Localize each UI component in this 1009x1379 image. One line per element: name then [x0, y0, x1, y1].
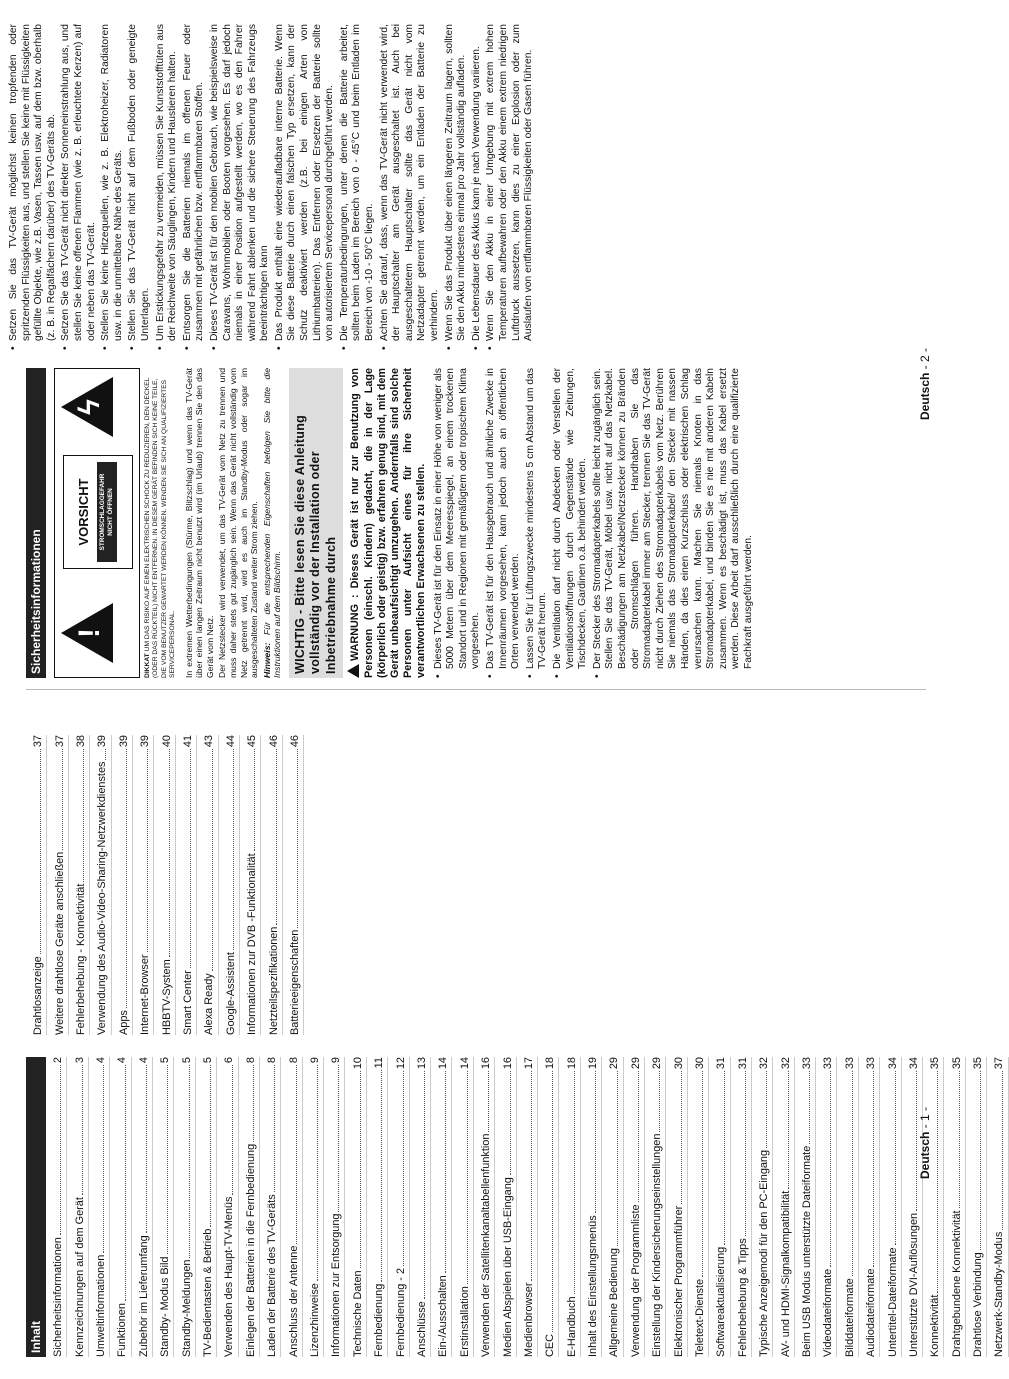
toc-entry-page: 39: [96, 735, 109, 748]
toc-entry-page: 18: [544, 1057, 557, 1070]
caution-notice: DIKKAT UM DAS RISIKO AUF EINEN ELEKTRISCHEN SCHOCK ZU REDUZIEREN, DEN DECKEL (ODER DAS RÜCKTEIL) NICHT ENTFERNEN. IN DIESEM GERÄT BEFINDEN SICH KEINE TEILE, DIE VOM BENUTZER GEWARTET WERDEN KÖNNEN. WENDEN SIE SICH AN QUALIFIZIERTES SERVICEPERSONAL.: [144, 377, 177, 678]
toc-entry-title: Sicherheitsinformationen: [52, 1237, 65, 1357]
toc-entry-title: HBBTV-System: [160, 959, 173, 1035]
toc-leader: [403, 1071, 404, 1266]
toc-entry-page: 33: [800, 1057, 813, 1070]
toc-entry-title: Drahtgebundene Konnektivität: [950, 1210, 963, 1357]
toc-entry[interactable]: [138, 1057, 153, 1357]
toc-leader: [638, 1071, 639, 1202]
safety-bullet: • Setzen Sie das TV-Gerät nicht direkter Sonneneinstrahlung aus, und stellen Sie keine offenen Flammen (wie z. B. erleuchtete Kerzen) auf oder neben das TV-Gerät.: [60, 24, 98, 350]
toc-entry-page: 33: [822, 1057, 835, 1070]
toc-entry[interactable]: [780, 1057, 795, 1357]
toc-leader: [189, 1065, 190, 1257]
toc-entry-title: Beim USB Modus unterstützte Dateiformate: [800, 1145, 813, 1357]
toc-entry-page: 39: [139, 735, 152, 748]
toc-leader: [190, 749, 191, 968]
toc-entry-page: 12: [394, 1057, 407, 1070]
toc-entry-title: Ein-/Ausschalten: [437, 1275, 450, 1357]
toc-entry-page: 19: [587, 1057, 600, 1070]
toc-entry-page: 10: [351, 1057, 364, 1070]
toc-leader: [617, 1071, 618, 1246]
toc-entry[interactable]: [844, 1057, 859, 1357]
toc-entry-title: Softwareaktualisierung: [715, 1246, 728, 1357]
toc-entry-title: Informationen zur DVB -Funktionalität: [246, 853, 259, 1035]
page-safety: [0, 0, 950, 690]
toc-entry-page: 31: [715, 1057, 728, 1070]
toc-entry[interactable]: [651, 1057, 666, 1357]
safety-bullet: • Um Erstickungsgefahr zu vermeiden, müssen Sie Kunststofftüten aus der Reichweite von Säuglingen, Kindern und Haustieren halten.: [155, 24, 180, 350]
toc-leader: [276, 749, 277, 925]
safety-bullet: • Wenn Sie das Produkt über einen längeren Zeitraum lagern, sollten Sie den Akku mindestens einmal pro Jahr vollständig aufladen.: [444, 24, 469, 350]
lightning-triangle-icon: ϟ: [61, 377, 113, 437]
toc-entry-page: 16: [480, 1057, 493, 1070]
toc-entry-title: Google-Assistent: [224, 952, 237, 1035]
toc-entry-title: Videodateiformate: [822, 1268, 835, 1357]
toc-entry-page: 40: [160, 735, 173, 748]
toc-leader: [766, 1071, 767, 1148]
toc-entry-page: 14: [458, 1057, 471, 1070]
toc-entry[interactable]: [951, 1057, 966, 1357]
toc-leader: [296, 1065, 297, 1244]
toc-entry[interactable]: [437, 1057, 452, 1357]
toc-leader: [254, 749, 255, 851]
toc-entry-page: 33: [843, 1057, 856, 1070]
toc-entry-title: Standby- Modus Bild: [159, 1256, 172, 1357]
toc-entry[interactable]: [182, 735, 197, 1035]
toc-leader: [488, 1071, 489, 1131]
toc-entry-page: 44: [224, 735, 237, 748]
toc-entry[interactable]: [993, 1057, 1008, 1357]
toc-entry-page: 4: [137, 1057, 150, 1064]
toc-entry-page: 8: [287, 1057, 300, 1064]
toc-entry-title: Verwenden des Haupt-TV-Menüs: [223, 1196, 236, 1357]
toc-entry-title: Drahtlosanzeige: [32, 956, 45, 1035]
safety-column-2: [8, 24, 908, 350]
hint-paragraph: Hinweis: Für die entsprechenden Eigenschaften befolgen Sie bitte die Instruktionen auf dem Bildschirm.: [261, 368, 283, 678]
toc-entry-page: 29: [629, 1057, 642, 1070]
toc-entry-title: Netzteilspezifikationen: [267, 926, 280, 1035]
toc-entry-title: Verwendung des Audio-Video-Sharing-Netzwerkdienstes: [96, 761, 109, 1035]
toc-entry-page: 38: [75, 735, 88, 748]
toc-entry[interactable]: [801, 1057, 816, 1357]
toc-leader: [253, 1065, 254, 1142]
toc-entry[interactable]: [544, 1057, 559, 1357]
toc-entry-page: 32: [758, 1057, 771, 1070]
toc-entry-page: 35: [950, 1057, 963, 1070]
toc-entry-page: 30: [672, 1057, 685, 1070]
toc-leader: [274, 1065, 275, 1192]
toc-leader: [62, 749, 63, 850]
toc-entry[interactable]: [502, 1057, 517, 1357]
safety-bullets: [8, 24, 536, 350]
toc-entry-title: Fehlerbehebung & Tipps: [736, 1238, 749, 1357]
safety-bullet: • Die Temperaturbedingungen, unter denen die Batterie arbeitet, sollten beim Laden im Bereich von 0 - 45°C und beim Entladen im Bereich von -10 - 50°C liegen.: [339, 24, 377, 350]
toc-entry-title: Medienbrowser: [522, 1282, 535, 1357]
page-footer: [918, 348, 932, 420]
exclamation-triangle-icon: !: [61, 603, 113, 663]
toc-entry-title: TV-Bedientasten & Betrieb: [202, 1228, 215, 1357]
footer-page-number: - 2 -: [918, 347, 932, 373]
page-footer: [918, 1107, 932, 1179]
toc-leader: [724, 1071, 725, 1245]
toc-leader: [126, 749, 127, 1008]
toc-entry-page: 41: [182, 735, 195, 748]
toc-entry[interactable]: [223, 1057, 238, 1357]
safety-bullet: • Achten Sie darauf, dass, wenn das TV-Gerät nicht verwendet wird, der Hauptschalter am Gerät ausgeschaltet ist. Auch bei ausgeschaltetem Hauptschalter sollte das Gerät nicht vom Netzadapter getrennt werden, um ein Entladen der Batterie zu verhindern.: [379, 24, 442, 350]
toc-entry-page: 8: [244, 1057, 257, 1064]
toc-entry-page: 34: [886, 1057, 899, 1070]
toc-leader: [852, 1071, 853, 1276]
toc-leader: [745, 1071, 746, 1236]
toc-leader: [360, 1071, 361, 1268]
toc-entry-page: 46: [267, 735, 280, 748]
toc-entry-page: 16: [501, 1057, 514, 1070]
toc-entry-title: Zubehör im Lieferumfang: [137, 1235, 150, 1357]
toc-entry[interactable]: [694, 1057, 709, 1357]
toc-leader: [895, 1071, 896, 1245]
toc-entry[interactable]: [972, 1057, 987, 1357]
toc-entry[interactable]: [181, 1057, 196, 1357]
safety-bullet: • Wenn Sie den Akku in einer Umgebung mit extrem hohen Temperaturen aufbewahren oder den Akku einem extrem niedrigen Luftdruck aussetzen, kann dies zu einer Explosion oder zum Auslaufen von entflammbaren Flüssigkeiten oder Gasen führen.: [485, 24, 535, 350]
toc-entry-title: Umweltinformationen: [95, 1254, 108, 1357]
toc-entry-page: 5: [180, 1057, 193, 1064]
toc-entry-page: 31: [736, 1057, 749, 1070]
toc-leader: [467, 1071, 468, 1284]
toc-entry-title: Medien Abspielen über USB-Eingang: [501, 1177, 514, 1357]
toc-entry-title: Batterieeigenschaften: [288, 929, 301, 1035]
toc-entry-page: 35: [972, 1057, 985, 1070]
toc-entry-title: E-Handbuch: [565, 1296, 578, 1357]
toc-entry-title: CEC: [544, 1334, 557, 1357]
toc-leader: [297, 749, 298, 928]
safety-bullet: • Die Lebensdauer des Akkus kann je nach Verwendung variieren.: [471, 24, 484, 350]
toc-list: [52, 1057, 1008, 1357]
toc-leader: [809, 1071, 810, 1144]
safety-bullets: [433, 368, 756, 678]
safety-bullet: • Der Stecker des Stromadapterkabels sollte leicht zugänglich sein. Stellen Sie das TV-Gerät, Möbel usw. nicht auf das Netzkabel. Beschädigungen am Netzkabel/Netzstecker können zu Bränden oder Stromschlägen führen. Handhaben Sie das Stromadapterkabel immer am Stecker, trennen Sie das TV-Gerät nicht durch Ziehen des Stromadapterkabels vom Netz. Berühren Sie niemals das Stromadapterkabel/ den Stecker mit nassen Händen, da dies einen Kurzschluss oder elektrischen Schlag verursachen kann. Machen Sie niemals Knoten in das Stromadapterkabel, und binden Sie es nie mit anderen Kabeln zusammen. Wenn es beschädigt ist, muss das Kabel ersetzt werden. Diese Arbeit darf ausschließlich durch eine qualifizierte Fachkraft ausgeführt werden.: [592, 368, 756, 678]
footer-language: Deutsch: [918, 372, 932, 420]
toc-entry-title: Allgemeine Bedienung: [608, 1248, 621, 1357]
toc-entry-title: Unterstützte DVI-Auflösungen: [907, 1212, 920, 1357]
toc-entry-page: 4: [116, 1057, 129, 1064]
toc-entry[interactable]: [32, 735, 47, 1035]
page-title: Inhalt: [26, 1057, 46, 1357]
intro-paragraph: In extremen Wetterbedingungen (Stürme, Blitzschlag) und wenn das TV-Gerät über einen langen Zeitraum nicht benutzt wird (im Urlaub) trennen Sie den das Gerät vom Netz.: [183, 368, 215, 678]
toc-entry[interactable]: [161, 735, 176, 1035]
toc-leader: [212, 749, 213, 971]
toc-entry[interactable]: [566, 1057, 581, 1357]
toc-leader: [659, 1071, 660, 1131]
toc-entry[interactable]: [715, 1057, 730, 1357]
toc-leader: [103, 1065, 104, 1253]
toc-entry-title: Anschlüsse: [415, 1301, 428, 1357]
toc-entry[interactable]: [737, 1057, 752, 1357]
toc-entry[interactable]: [865, 1057, 880, 1357]
toc-entry-page: 37: [993, 1057, 1006, 1070]
toc-leader: [60, 1065, 61, 1235]
toc-entry-title: Kennzeichnungen auf dem Gerät: [73, 1197, 86, 1357]
toc-entry-title: Einlegen der Batterien in die Fernbedienung: [244, 1143, 257, 1357]
toc-entry[interactable]: [608, 1057, 623, 1357]
toc-leader: [959, 1071, 960, 1208]
caution-title: VORSICHT: [76, 478, 91, 546]
toc-entry-page: 34: [907, 1057, 920, 1070]
toc-entry-page: 6: [223, 1057, 236, 1064]
toc-entry-title: Konnektivität: [929, 1294, 942, 1357]
toc-entry[interactable]: [96, 735, 111, 1035]
toc-entry-title: Verwendung der Programmliste: [629, 1204, 642, 1357]
toc-entry-page: 4: [95, 1057, 108, 1064]
toc-entry[interactable]: [118, 735, 133, 1035]
toc-entry-page: 29: [608, 1057, 621, 1070]
safety-bullet: • Das Produkt enthält eine wiederaufladbare interne Batterie. Wenn Sie diese Batterie durch einen falschen Typ ersetzen, kann der Schutz deaktiviert werden (z.B. bei einigen Arten von Lithiumbatterien). Das Entfernen oder Ersetzen der Batterie sollte von autorisiertem Servicepersonal durchgeführt werden.: [274, 24, 337, 350]
toc-entry-title: Apps: [117, 1010, 130, 1035]
toc-entry-page: 32: [779, 1057, 792, 1070]
toc-entry[interactable]: [268, 735, 283, 1035]
toc-entry-title: Anschluss der Antenne: [287, 1245, 300, 1357]
safety-column-1: [26, 368, 914, 678]
toc-entry-page: 46: [288, 735, 301, 748]
toc-entry-title: Funktionen: [116, 1303, 129, 1357]
toc-entry-title: Technische Daten: [351, 1270, 364, 1357]
toc-leader: [445, 1071, 446, 1273]
toc-entry-title: Alexa Ready: [203, 973, 216, 1035]
toc-leader: [937, 1071, 938, 1293]
toc-list: [32, 735, 304, 1035]
toc-entry-title: Drahtlose Verbindung: [972, 1252, 985, 1357]
toc-entry-title: Erstinstallation: [458, 1286, 471, 1357]
toc-leader: [147, 749, 148, 952]
toc-entry[interactable]: [245, 1057, 260, 1357]
toc-entry[interactable]: [758, 1057, 773, 1357]
toc-leader: [82, 1065, 83, 1195]
toc-leader: [552, 1071, 553, 1332]
toc-leader: [681, 1071, 682, 1204]
toc-entry-page: 18: [565, 1057, 578, 1070]
toc-entry[interactable]: [139, 735, 154, 1035]
toc-entry[interactable]: [929, 1057, 944, 1357]
toc-entry-title: Fernbedienung - 2: [394, 1267, 407, 1357]
toc-leader: [980, 1071, 981, 1250]
toc-leader: [317, 1065, 318, 1281]
safety-bullet: • Stellen Sie keine Hitzequellen, wie z. B. Elektroheizer, Radiatoren usw. in die unmittelbare Nähe des Geräts.: [100, 24, 125, 350]
toc-entry[interactable]: [225, 735, 240, 1035]
toc-entry[interactable]: [630, 1057, 645, 1357]
toc-leader: [916, 1071, 917, 1211]
toc-entry-page: 11: [373, 1057, 386, 1069]
toc-entry[interactable]: [822, 1057, 837, 1357]
toc-entry-page: 43: [203, 735, 216, 748]
toc-entry[interactable]: [288, 1057, 303, 1357]
toc-entry-title: Untertitel-Dateiformate: [886, 1247, 899, 1357]
toc-entry[interactable]: [116, 1057, 131, 1357]
caution-box: [63, 455, 133, 569]
toc-entry[interactable]: [95, 1057, 110, 1357]
toc-entry[interactable]: [54, 735, 69, 1035]
toc-entry[interactable]: [459, 1057, 474, 1357]
toc-entry[interactable]: [289, 735, 304, 1035]
toc-entry-title: Verwenden der Satellitenkanaltabellenfunktion: [480, 1133, 493, 1357]
toc-entry-page: 2: [52, 1057, 65, 1064]
page-contents: [0, 690, 1006, 1379]
toc-entry[interactable]: [309, 1057, 324, 1357]
toc-entry[interactable]: [203, 735, 218, 1035]
safety-bullet: • Stellen Sie das TV-Gerät nicht auf dem Fußboden oder geneigte Unterlagen.: [127, 24, 152, 350]
toc-entry[interactable]: [908, 1057, 923, 1357]
toc-entry-title: Teletext-Dienste: [694, 1278, 707, 1357]
toc-entry-page: 14: [437, 1057, 450, 1070]
toc-entry-page: 29: [651, 1057, 664, 1070]
footer-language: Deutsch: [918, 1131, 932, 1179]
toc-entry-page: 37: [53, 735, 66, 748]
safety-bullet: • Setzen Sie das TV-Gerät möglichst keinen tropfenden oder spritzenden Flüssigkeiten aus, und stellen Sie keine mit Flüssigkeiten gefüllte Objekte, wie z.B. Vasen, Tassen usw. auf dem bzw. oberhalb (z. B. in Regalfächern darüber) des TV-Geräts ab.: [8, 24, 58, 350]
toc-entry-title: Inhalt des Einstellungsmenüs: [587, 1215, 600, 1357]
toc-entry[interactable]: [887, 1057, 902, 1357]
toc-entry-page: 5: [202, 1057, 215, 1064]
toc-entry-title: Einstellung der Kindersicherungseinstellungen: [651, 1133, 664, 1357]
toc-leader: [105, 749, 106, 759]
safety-bullet: • Entsorgen Sie die Batterien niemals im offenen Feuer oder zusammen mit gefährlichen bzw. entflammbaren Stoffen.: [182, 24, 207, 350]
toc-leader: [788, 1071, 789, 1189]
toc-entry-page: 45: [246, 735, 259, 748]
warning-icon: [347, 664, 359, 678]
toc-leader: [232, 1065, 233, 1195]
toc-entry[interactable]: [395, 1057, 410, 1357]
caution-subtitle: STROMSCHLAGGEFAHR NICHT ÖFFNEN: [97, 462, 117, 562]
toc-entry[interactable]: [52, 1057, 67, 1357]
toc-leader: [574, 1071, 575, 1294]
toc-leader: [169, 749, 170, 957]
intro-paragraph: Der Netzstecker wird verwendet, um das TV-Gerät vom Netz zu trennen und muss daher stets gut zugänglich sein. Wenn das Gerät nicht vollständig vom Netz getrennt wird, wird es auch im Standby-Modus oder sogar im ausgeschalteten Zustand weiter Strom ziehen.: [217, 368, 260, 678]
toc-entry-page: 9: [330, 1057, 343, 1064]
toc-entry[interactable]: [673, 1057, 688, 1357]
intro-text: [184, 368, 283, 678]
toc-entry-page: 13: [415, 1057, 428, 1070]
toc-entry-page: 9: [308, 1057, 321, 1064]
toc-leader: [1002, 1071, 1003, 1230]
toc-leader: [381, 1070, 382, 1281]
toc-entry[interactable]: [159, 1057, 174, 1357]
safety-bullet: • Dieses TV-Gerät ist für den Einsatz in einer Höhe von weniger als 5000 Metern über dem Meeresspiegel, an einem trockenen Standort und in Regionen mit gemäßigtem oder tropischem Klima vorgesehen.: [433, 368, 483, 678]
toc-entry[interactable]: [480, 1057, 495, 1357]
toc-entry-title: AV- und HDMI-Signalkompatibilität: [779, 1190, 792, 1357]
safety-bullet: • Lassen Sie für Lüftungszwecke mindestens 5 cm Abstand um das TV-Gerät herum.: [525, 368, 550, 678]
toc-entry-title: Internet-Browser: [139, 954, 152, 1035]
important-banner: WICHTIG - Bitte lesen Sie diese Anleitung vollständig vor der Installation oder Inbetriebnahme durch: [289, 368, 344, 678]
toc-entry[interactable]: [266, 1057, 281, 1357]
toc-entry-page: 39: [117, 735, 130, 748]
toc-leader: [125, 1065, 126, 1301]
toc-entry-title: Fernbedienung: [373, 1283, 386, 1357]
toc-leader: [210, 1065, 211, 1227]
footer-page-number: - 1 -: [918, 1106, 932, 1132]
toc-entry[interactable]: [74, 1057, 89, 1357]
toc-entry-page: 8: [266, 1057, 279, 1064]
toc-entry[interactable]: [330, 1057, 345, 1357]
toc-leader: [146, 1065, 147, 1233]
toc-entry[interactable]: [587, 1057, 602, 1357]
toc-entry-page: 30: [694, 1057, 707, 1070]
toc-entry-title: Netzwerk-Standby-Modus: [993, 1231, 1006, 1357]
toc-entry[interactable]: [246, 735, 261, 1035]
toc-entry[interactable]: [75, 735, 90, 1035]
toc-leader: [83, 749, 84, 882]
toc-entry-page: 37: [32, 735, 45, 748]
toc-leader: [233, 749, 234, 950]
toc-entry-page: 5: [159, 1057, 172, 1064]
toc-entry-title: Laden der Batterie des TV-Geräts: [266, 1194, 279, 1357]
toc-entry-title: Informationen zur Entsorgung: [330, 1213, 343, 1357]
toc-entry-title: Typische Anzeigemodi für den PC-Eingang: [758, 1149, 771, 1357]
toc-entry-page: 35: [929, 1057, 942, 1070]
toc-entry-title: Elektronischer Programmführer: [672, 1205, 685, 1357]
toc-leader: [424, 1071, 425, 1299]
toc-entry-title: Bilddateiformate: [843, 1278, 856, 1357]
toc-entry-page: 17: [522, 1057, 535, 1070]
toc-entry[interactable]: [373, 1057, 388, 1357]
toc-entry-title: Weitere drahtlose Geräte anschließen: [53, 851, 66, 1035]
toc-entry-page: 3: [73, 1057, 86, 1064]
toc-entry[interactable]: [202, 1057, 217, 1357]
toc-leader: [595, 1071, 596, 1213]
toc-entry[interactable]: [523, 1057, 538, 1357]
warning-paragraph: WARNUNG : Dieses Gerät ist nur zur Benutzung von Personen (einschl. Kindern) gedacht, die in der Lage (körperlich oder geistig) bzw. erfahren genug sind, mit dem Gerät unbeaufsichtigt umzugehen. Andernfalls sind solche Personen unter Aufsicht eines für ihre Sicherheit verantwortlichen Erwachsenen zu stellen.: [349, 368, 428, 678]
caution-label: [54, 368, 140, 678]
toc-leader: [830, 1071, 831, 1267]
safety-bullet: • Dieses TV-Gerät ist für den mobilen Gebrauch, wie beispielsweise in Caravans, Wohnmobilen oder Booten vorgesehen. Es darf jedoch niemals in einer Position aufgestellt werden, wo es den Fahrer während Fahrt ablenken und die sichere Steuerung des Fahrzeugs beeinträchtigen kann: [209, 24, 272, 350]
safety-bullet: • Das TV-Gerät ist für den Hausgebrauch und ähnliche Zwecke in Innenräumen vorgesehen, kann jedoch auch an öffentlichen Orten verwendet werden.: [485, 368, 523, 678]
toc-entry-title: Audiodateiformate: [865, 1268, 878, 1357]
toc-entry[interactable]: [352, 1057, 367, 1357]
toc-leader: [167, 1065, 168, 1254]
toc-entry-page: 33: [865, 1057, 878, 1070]
toc-entry[interactable]: [416, 1057, 431, 1357]
toc-leader: [531, 1071, 532, 1280]
toc-entry-title: Smart Center: [182, 970, 195, 1035]
toc-entry-title: Fehlerbehebung - Konnektivität: [75, 883, 88, 1035]
toc-leader: [510, 1071, 511, 1175]
toc-column-2: [26, 735, 914, 1035]
toc-entry-title: Lizenzhinweise: [308, 1283, 321, 1357]
toc-leader: [338, 1065, 339, 1211]
safety-bullet: • Die Ventilation darf nicht durch Abdecken oder Verstellen der Ventilationsöffnungen durch Gegenstände wie Zeitungen, Tischdecken, Gardinen o.ä. behindert werden.: [552, 368, 590, 678]
toc-leader: [873, 1071, 874, 1266]
section-title: Sicherheitsinformationen: [26, 368, 46, 678]
toc-entry-title: Standby-Meldungen: [180, 1259, 193, 1357]
toc-leader: [702, 1071, 703, 1277]
toc-leader: [40, 749, 41, 954]
